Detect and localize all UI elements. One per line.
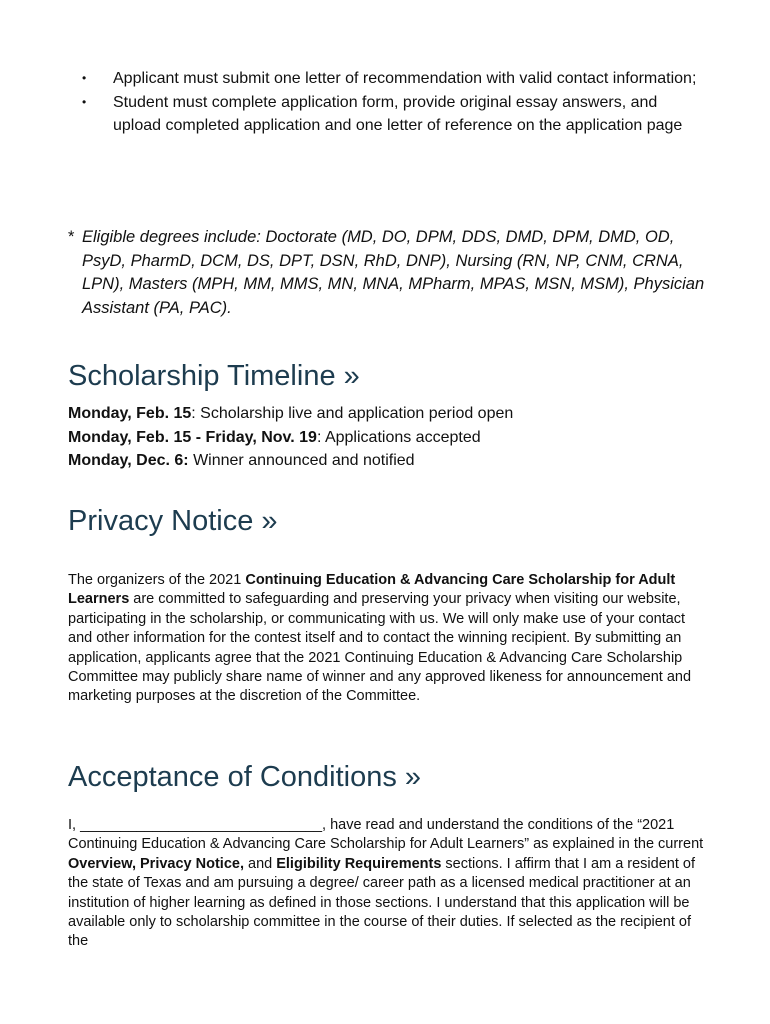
timeline-desc: Winner announced and notified	[188, 452, 415, 469]
list-item-text: Student must complete application form, provide original essay answers, and upload completed application and one letter of reference on the application page	[113, 93, 683, 134]
timeline-row	[68, 402, 708, 426]
timeline-row	[68, 449, 708, 473]
privacy-notice-heading[interactable]: Privacy Notice »	[68, 505, 278, 537]
requirements-list	[80, 67, 700, 138]
privacy-text-1: The organizers of the 2021	[68, 572, 246, 588]
bullet-icon: •	[82, 71, 87, 85]
bullet-icon: •	[82, 94, 87, 109]
timeline-list	[68, 402, 708, 473]
timeline-date: Monday, Dec. 6:	[68, 452, 189, 469]
note-marker: *	[68, 228, 75, 246]
timeline-date: Monday, Feb. 15	[68, 405, 192, 422]
privacy-text-2: are committed to safeguarding and preserving your privacy when visiting our website, participating in the scholarship, or communicating with us. We will only make use of your contact and other information for the contest itself and to contact the winning recipient. By submitting an application, applicants agree that the 2021 Continuing Education & Advancing Care Scholarship Committee may publicly share name of winner and any approved likeness for announcement and marketing purposes at the discretion of the Committee.	[68, 591, 692, 705]
timeline-desc: : Scholarship live and application period open	[191, 405, 514, 422]
scholarship-timeline-heading[interactable]: Scholarship Timeline »	[68, 360, 360, 392]
acceptance-text-3: sections. I affirm that I am a resident of the state of Texas and am pursuing a degree/ career path as a licensed medical practitioner at an institution of higher learning as defined in those sections. I understand that this application will be available only to scholarship committee in the course of their duties. If selected as the recipient of the	[68, 855, 696, 950]
acceptance-text-2: and	[243, 855, 277, 872]
acceptance-text-1: I, ______________________________, have read and understand the conditions of the “2021 Continuing Education & Advancing Care Scholarship for Adult Learners” as explained in the current	[68, 817, 704, 853]
eligible-degrees-note	[68, 226, 708, 320]
acceptance-paragraph	[68, 816, 708, 952]
timeline-row	[68, 426, 708, 450]
sections-reference: Overview, Privacy Notice,	[68, 855, 244, 872]
list-item	[80, 91, 700, 138]
timeline-date: Monday, Feb. 15 - Friday, Nov. 19	[68, 428, 317, 446]
list-item-text: Applicant must submit one letter of recommendation with valid contact information;	[113, 70, 697, 87]
list-item	[80, 67, 700, 91]
acceptance-of-conditions-heading[interactable]: Acceptance of Conditions »	[68, 761, 422, 793]
note-text: Eligible degrees include: Doctorate (MD, DO, DPM, DDS, DMD, DPM, DMD, OD, PsyD, PharmD, DCM, DS, DPT, DSN, RhD, DNP), Nursing (RN, NP, CNM, CRNA, LPN), Masters (MPH, MM, MMS, MN, MNA, MPharm, MPAS, MSN, MSM), Physician Assistant (PA, PAC).	[82, 228, 705, 317]
privacy-paragraph	[68, 571, 708, 707]
timeline-desc: : Applications accepted	[316, 428, 481, 446]
scholarship-name: Continuing Education & Advancing Care Scholarship for Adult Learners	[68, 572, 676, 608]
eligibility-reference: Eligibility Requirements	[276, 855, 442, 872]
